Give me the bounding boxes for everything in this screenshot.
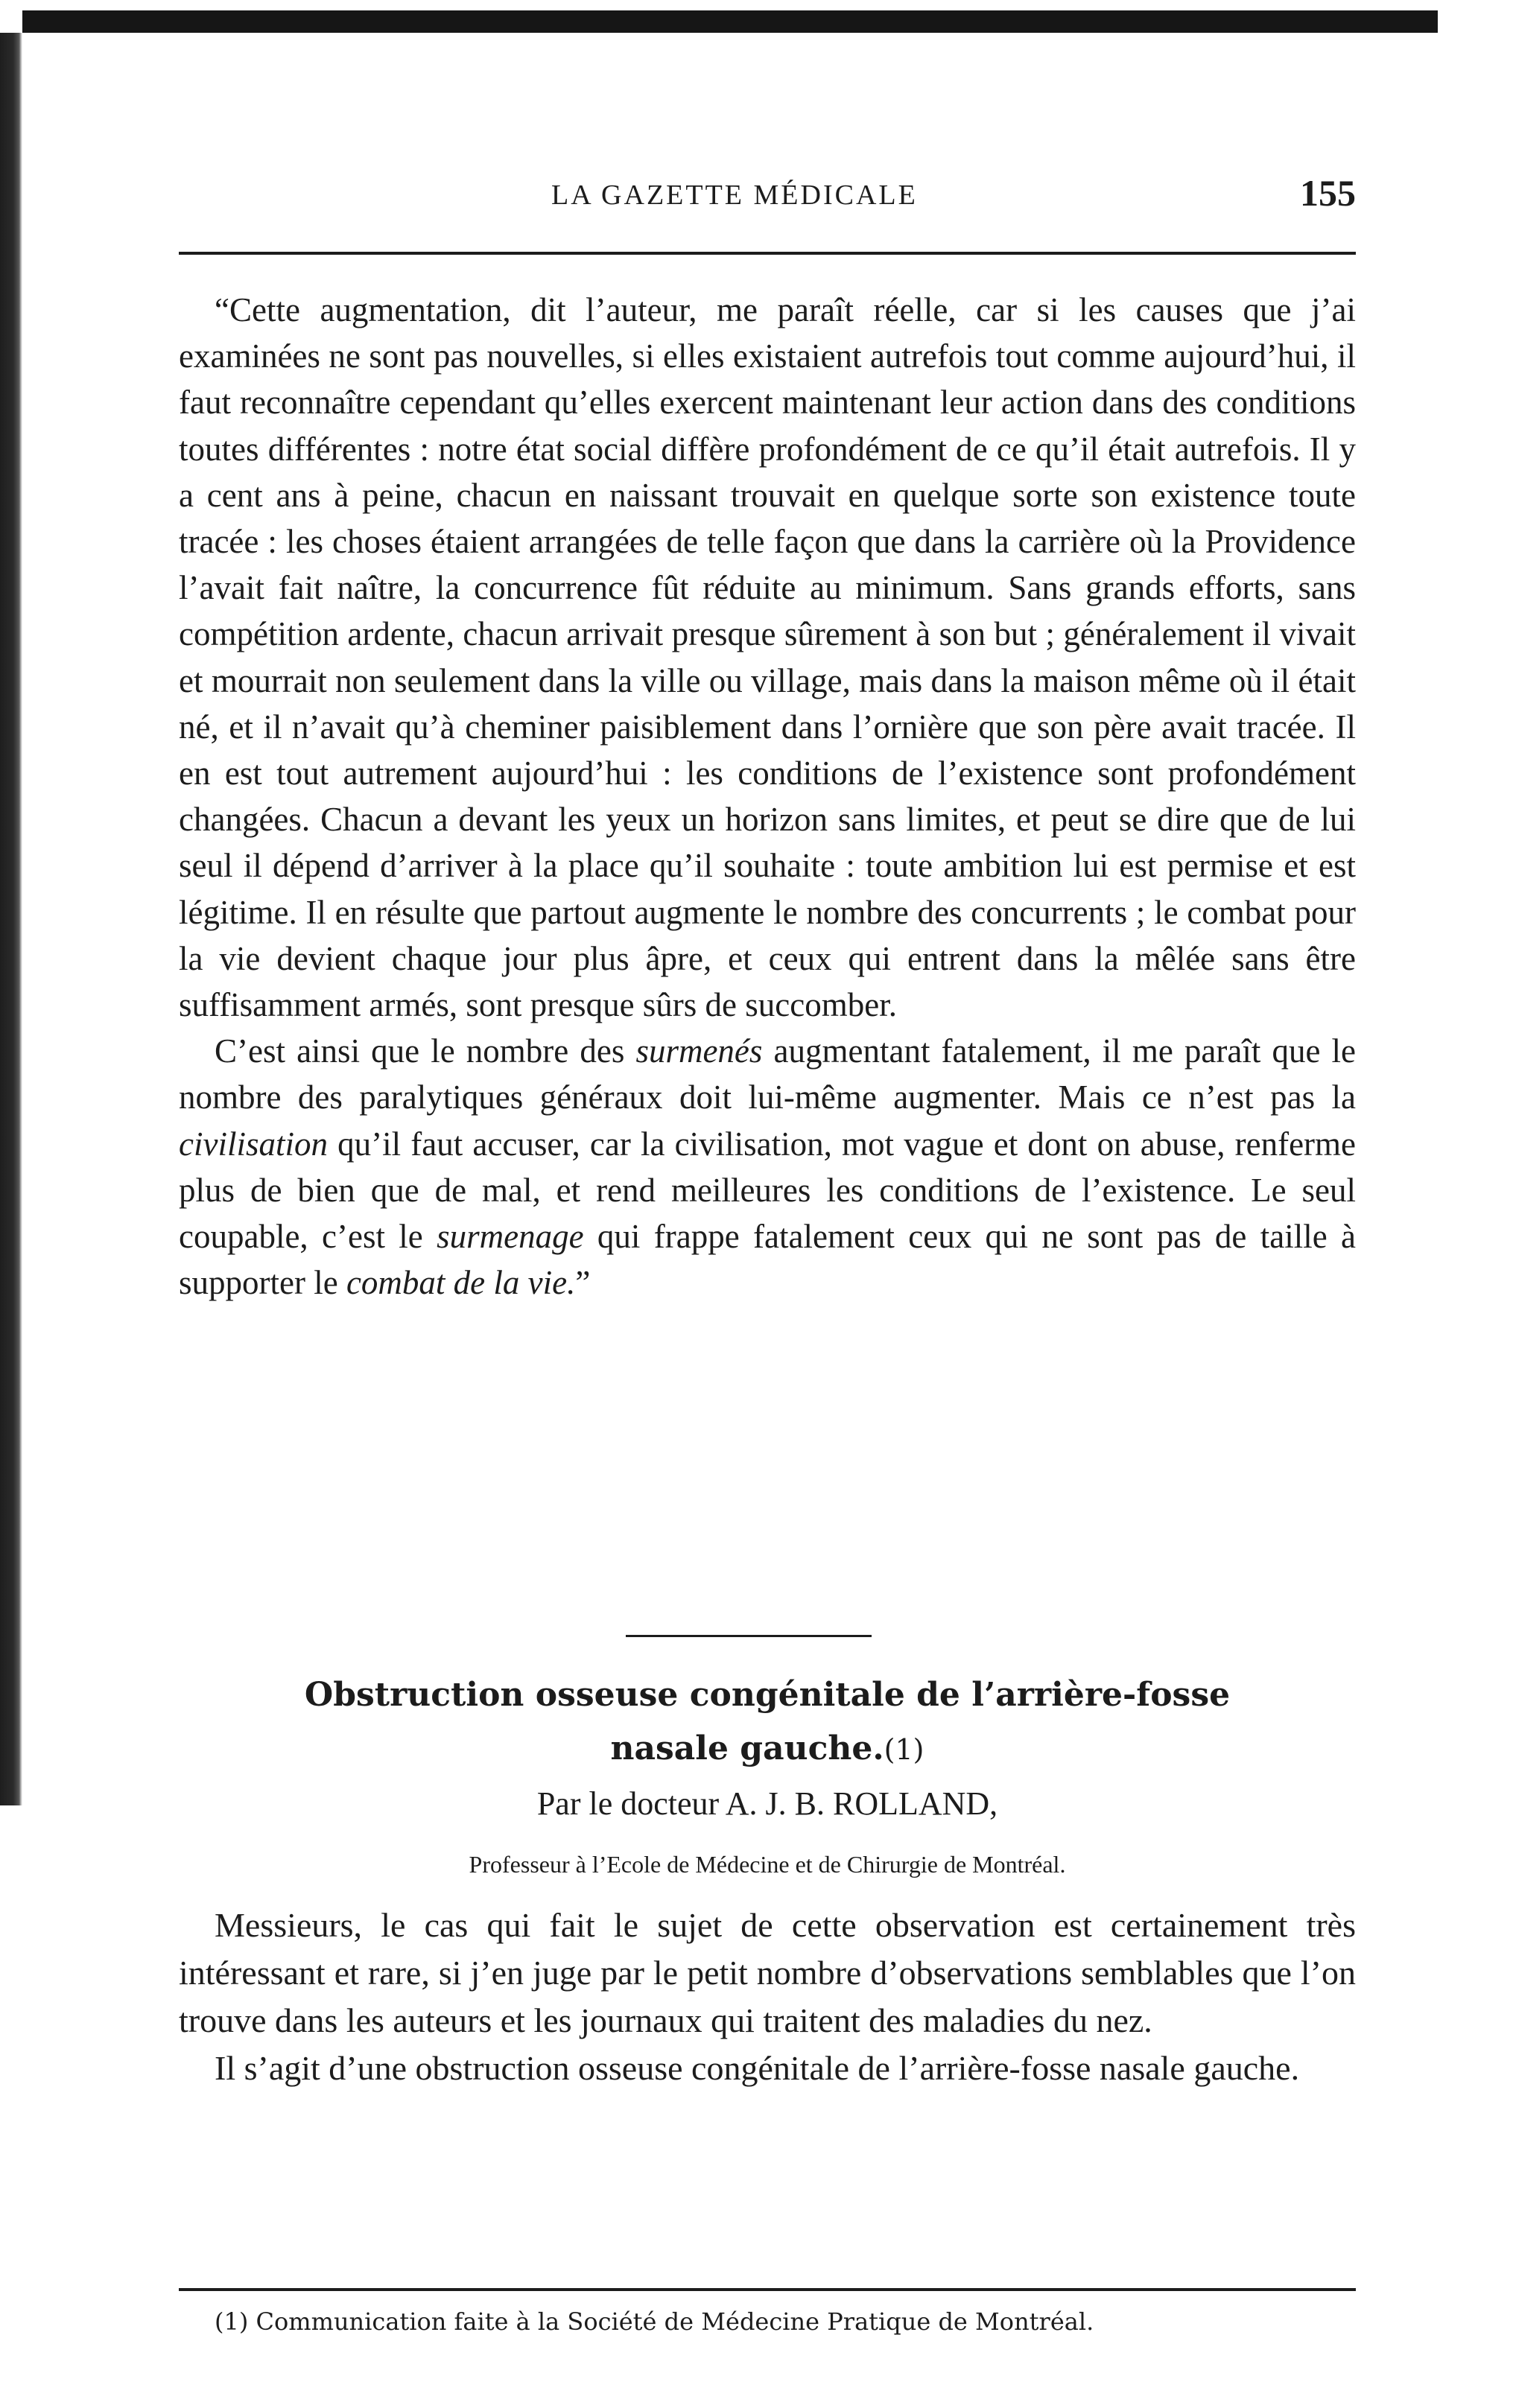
conclusion-text-4: qui frappe fatalement ceux qui ne sont pas de taille à supporter le	[179, 1218, 1356, 1302]
article-title-line-2	[209, 1722, 1326, 1776]
emphasis-combat: combat de la vie.	[346, 1264, 576, 1302]
article-title	[209, 1668, 1326, 1776]
article-body	[179, 1902, 1356, 2092]
emphasis-surmenage: surmenage	[437, 1218, 584, 1256]
article-title-line-2-text: nasale gauche.	[610, 1729, 884, 1767]
conclusion-text-3: qu’il faut accuser, car la civilisation, mot vague et dont on abuse, renferme plus de bien que de mal, et rend meilleures les conditions de l’existence. Le seul coupable, c’est le	[179, 1125, 1356, 1256]
quote-paragraph: “Cette augmentation, dit l’auteur, me paraît réelle, car si les causes que j’ai examinées ne sont pas nouvelles, si elles existaient autrefois tout comme aujourd’hui, il faut reconnaître cependant qu’elles exercent maintenant leur action dans des conditions toutes différentes : notre état social diffère profondément de ce qu’il était autrefois. Il y a cent ans à peine, chacun en naissant trouvait en quelque sorte son existence toute tracée : les choses étaient arrangées de telle façon que dans la carrière où la Providence l’avait fait naître, la concurrence fût réduite au minimum. Sans grands efforts, sans compétition ardente, chacun arrivait presque sûrement à son but ; généralement il vivait et mourrait non seulement dans la ville ou village, mais dans la maison même où il était né, et il n’avait qu’à cheminer paisiblement dans l’ornière que son père avait tracée. Il en est tout autrement aujourd’hui : les conditions de l’existence sont profondément changées. Chacun a devant les yeux un horizon sans limites, et peut se dire que de lui seul il dépend d’arriver à la place qu’il souhaite : toute ambition lui est permise et est légitime. Il en résulte que partout augmente le nombre des concurrents ; le combat pour la vie devient chaque jour plus âpre, et ceux qui entrent dans la mêlée sans être suffisamment armés, sont presque sûrs de succomber.	[179, 291, 1356, 1024]
conclusion-paragraph	[179, 1028, 1356, 1306]
footnote-reference: (1)	[884, 1733, 924, 1766]
emphasis-surmenes: surmenés	[635, 1032, 763, 1070]
running-head	[179, 171, 1356, 223]
section-divider	[626, 1635, 872, 1637]
author-affiliation: Professeur à l’Ecole de Médecine et de Chirurgie de Montréal.	[469, 1851, 1066, 1878]
footnote-rule	[179, 2288, 1356, 2291]
article-paragraph: Messieurs, le cas qui fait le sujet de cette observation est certainement très intéressant et rare, si j’en juge par le petit nombre d’observations semblables que l’on trouve dans les auteurs et les journaux qui traitent des maladies du nez.	[179, 1906, 1356, 2039]
article-title-line-1: Obstruction osseuse congénitale de l’arrière-fosse	[304, 1676, 1231, 1714]
scan-top-edge	[22, 10, 1438, 33]
quoted-passage	[179, 287, 1356, 1306]
byline: Par le docteur A. J. B. ROLLAND,	[536, 1785, 998, 1822]
scan-left-edge	[0, 33, 22, 1805]
conclusion-text-2: augmentant fatalement, il me paraît que le nombre des paralytiques généraux doit lui-même augmenter. Mais ce n’est pas la	[179, 1032, 1356, 1116]
header-rule	[179, 252, 1356, 255]
article-paragraph: Il s’agit d’une obstruction osseuse congénitale de l’arrière-fosse nasale gauche.	[215, 2049, 1300, 2087]
emphasis-civilisation: civilisation	[179, 1125, 328, 1163]
closing-quote: ”	[575, 1264, 591, 1302]
footnote: (1) Communication faite à la Société de Médecine Pratique de Montréal.	[215, 2307, 1094, 2336]
page-number: 155	[1300, 172, 1356, 214]
running-title: LA GAZETTE MÉDICALE	[551, 180, 918, 211]
conclusion-text-1: C’est ainsi que le nombre des	[215, 1032, 636, 1070]
